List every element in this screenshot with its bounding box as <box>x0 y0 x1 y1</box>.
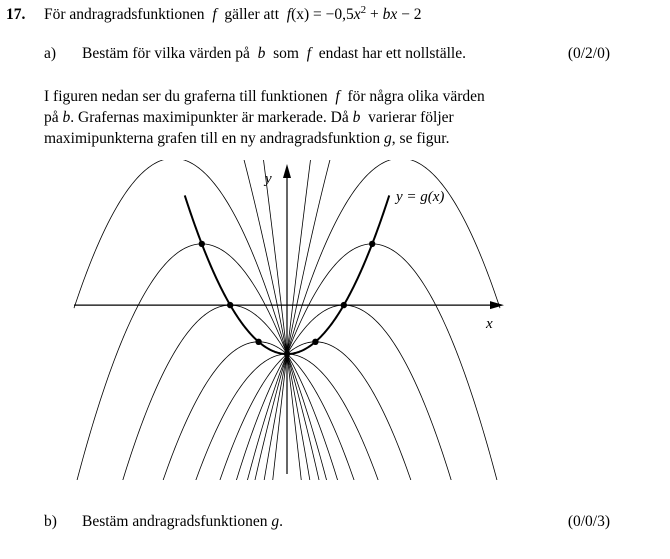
formula-eq: = −0,5 <box>309 6 354 23</box>
intro-mid: gäller att <box>224 6 280 23</box>
p1-f: f <box>335 88 340 105</box>
part-b-g: g <box>271 513 280 530</box>
p2-a: på <box>44 109 59 126</box>
max-point-marker <box>284 351 290 357</box>
p1-a: I figuren nedan ser du graferna till funktionen <box>44 88 328 105</box>
max-point-marker <box>199 241 205 247</box>
max-point-marker <box>255 339 261 345</box>
y-axis-arrow <box>283 164 291 178</box>
p2-e: varierar följer <box>368 109 454 126</box>
x-axis-label: x <box>486 316 493 332</box>
formula-tail: − 2 <box>397 6 422 23</box>
formula-exponent: 2 <box>360 4 367 16</box>
formula-x: x <box>353 6 361 23</box>
part-a-points: (0/2/0) <box>567 45 610 62</box>
p1-b: för några olika värden <box>347 88 485 105</box>
max-point-marker <box>312 339 318 345</box>
part-a-text-2: som <box>273 45 299 62</box>
y-axis-label: y <box>265 171 272 187</box>
intro-prefix: För andragradsfunktionen <box>44 6 205 23</box>
p2-c: . Grafernas maximipunkter är markerade. Då <box>70 109 349 126</box>
part-b-end: . <box>279 513 284 530</box>
p3-b: , se figur. <box>391 130 450 147</box>
part-a-label: a) <box>44 45 57 62</box>
formula-b: b <box>382 6 391 23</box>
part-a-b: b <box>257 45 266 62</box>
question-number: 17. <box>6 6 26 23</box>
part-a-text-3: endast har ett nollställe. <box>318 45 466 62</box>
x-axis-arrow <box>490 301 504 309</box>
part-b-label: b) <box>44 513 57 530</box>
intro-f: f <box>212 6 217 23</box>
part-b-text <box>82 513 283 531</box>
part-b-text-1: Bestäm andragradsfunktionen <box>82 513 268 530</box>
formula-plus: + <box>366 6 383 23</box>
p3-g: g <box>384 130 392 147</box>
max-point-marker <box>369 241 375 247</box>
part-a-text-1: Bestäm för vilka värden på <box>82 45 250 62</box>
part-a-f: f <box>306 45 312 62</box>
max-point-marker <box>227 302 233 308</box>
max-point-marker <box>341 302 347 308</box>
part-b-points: (0/0/3) <box>567 513 610 530</box>
formula-lhs: f <box>286 6 292 23</box>
p2-b: b <box>62 109 71 126</box>
p3-a: maximipunkterna grafen till en ny andragradsfunktion <box>44 130 381 147</box>
g-curve-label: y = g(x) <box>396 189 445 205</box>
formula-arg: (x) <box>291 6 310 23</box>
formula-x2: x <box>390 6 398 23</box>
p2-d: b <box>352 109 361 126</box>
